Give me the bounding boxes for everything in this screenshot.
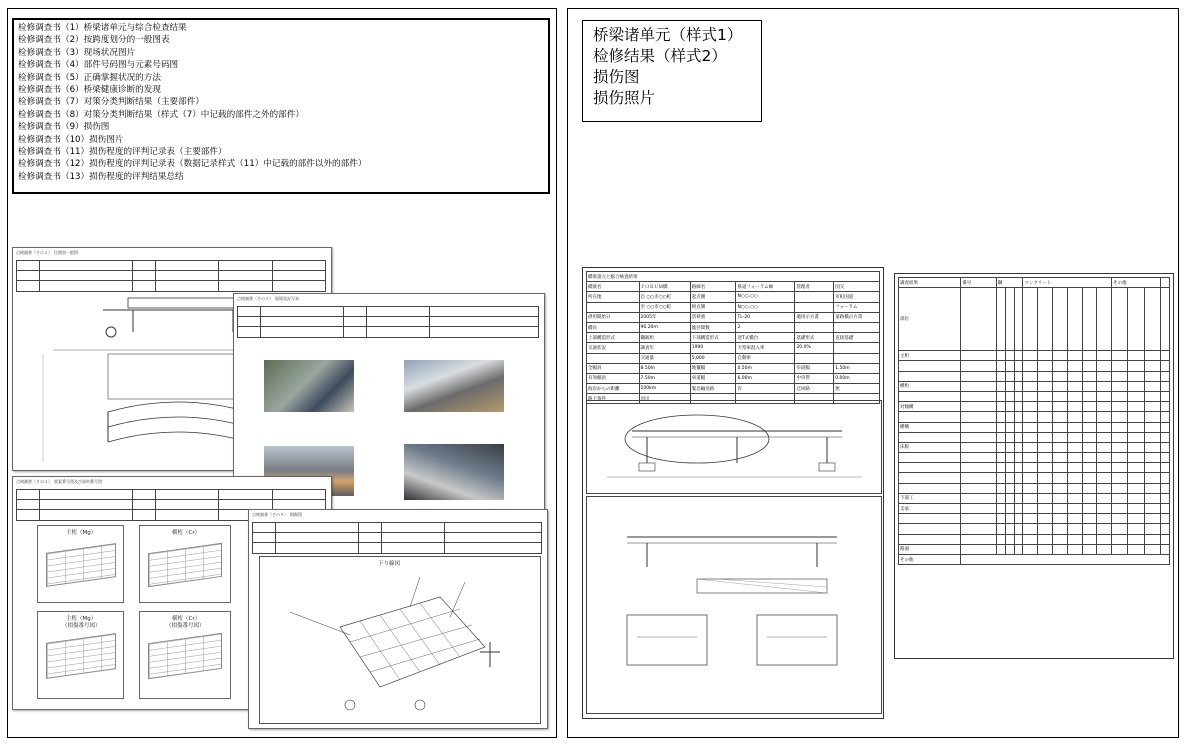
right-panel: [567, 8, 1179, 738]
table-cell: 歩道幅: [795, 363, 834, 373]
table-cell: 河川: [639, 394, 690, 404]
table-row: [587, 292, 880, 302]
site-photo: [404, 360, 504, 412]
table-row: [899, 432, 1170, 442]
table-cell: 番号: [961, 278, 997, 288]
table-cell: 道路橋示方書: [834, 312, 880, 322]
table-cell: [587, 353, 640, 363]
member-diagram-box: [37, 525, 124, 603]
table-cell: 逆T式橋台: [736, 333, 795, 343]
table-cell: 国交: [834, 282, 880, 292]
report-list-item: 检修调查书（11）损伤程度的评判记录表（主要部件）: [18, 147, 227, 158]
table-cell: [795, 302, 834, 312]
table-row: [899, 554, 1170, 564]
table-cell: 大型車混入率: [736, 343, 795, 353]
table-row: [899, 514, 1170, 524]
bridge-plan-frame: [586, 400, 882, 494]
table-cell: 全幅員: [587, 363, 640, 373]
damage-drawing-frame: [259, 556, 541, 724]
table-cell: 0.00m: [834, 373, 880, 383]
table-row: [587, 373, 880, 383]
site-photo: [264, 360, 354, 412]
style1-title: 橋梁諸元と総合検査結果: [587, 272, 880, 282]
style2-title: 調査結果: [899, 278, 961, 288]
damage-sketch: [260, 557, 540, 723]
table-cell: [834, 343, 880, 353]
report-list-item: 检修调查书（10）损伤图片: [18, 134, 124, 145]
table-row: [899, 361, 1170, 371]
table-cell: 交通状況: [587, 343, 640, 353]
table-cell: 直接基礎: [834, 333, 880, 343]
diagram-caption: 横桁（Cr）: [172, 616, 201, 622]
style-title-item: 损伤照片: [593, 89, 656, 107]
table-cell: 96.20m: [639, 322, 690, 332]
report-list-item: 检修调查书（8）对策分类判断结果（样式（7）中记载的部件之外的部件）: [18, 109, 304, 120]
table-cell: 支承: [899, 504, 961, 514]
sheet-damage-drawing: [248, 509, 548, 729]
table-cell: [834, 322, 880, 332]
report-list-item: 检修调查书（5）正确掌握状况的方法: [18, 72, 161, 83]
table-cell: 橋長: [587, 322, 640, 332]
table-cell: 8.50m: [639, 363, 690, 373]
table-cell: 橋梁名: [587, 282, 640, 292]
member-diagram-box: [139, 611, 231, 699]
table-row: [899, 463, 1170, 473]
table-row: [587, 363, 880, 373]
table-cell: 至 ○○市○○町: [639, 302, 690, 312]
style-title-item: 检修结果（样式2）: [593, 47, 727, 65]
table-cell: 横桁: [899, 381, 961, 391]
report-list-item: 检修调查书（13）损伤程度的评判结果总结: [18, 171, 184, 182]
report-list-item: 检修调查书（6）桥梁健康诊断的发现: [18, 85, 161, 96]
table-cell: 車道幅: [690, 373, 736, 383]
report-list-item: 检修调查书（4）部件号码图与元素号码图: [18, 60, 179, 71]
table-cell: 20.0%: [795, 343, 834, 353]
table-cell: 所在地: [587, 292, 640, 302]
table-cell: 1990: [690, 343, 736, 353]
table-cell: 県道フォーラム線: [736, 282, 795, 292]
diagram-note: （損傷番号図）: [62, 623, 101, 629]
sheet-title: 点検調書（その９） 損傷図: [252, 512, 302, 517]
bridge-plan-drawing: [587, 401, 881, 493]
table-cell: 床版: [899, 442, 961, 452]
table-row: [899, 391, 1170, 401]
sheet-style2: [894, 273, 1174, 659]
table-cell: 自 ○○市○○町: [639, 292, 690, 302]
table-cell: 調査年: [639, 343, 690, 353]
table-cell: 路面: [899, 544, 961, 554]
table-cell: 起点側: [690, 292, 736, 302]
table-row: [899, 442, 1170, 452]
table-cell: 部位: [899, 288, 961, 351]
table-row: [899, 544, 1170, 554]
table-cell: フォーラム: [834, 302, 880, 312]
table-row: [899, 524, 1170, 534]
table-row: [899, 493, 1170, 503]
table-cell: 海岸からの距離: [587, 384, 640, 394]
table-cell: 終点側: [690, 302, 736, 312]
table-row: [899, 473, 1170, 483]
table-row: [587, 322, 880, 332]
report-list-item: 检修调查书（1）桥梁诸单元与综合检查结果: [18, 23, 187, 33]
table-row: [899, 504, 1170, 514]
table-cell: 6.00m: [736, 373, 795, 383]
member-grid: [148, 543, 222, 587]
table-row: [587, 353, 880, 363]
sheet-style1: [582, 267, 884, 719]
table-cell: 上部構造形式: [587, 333, 640, 343]
table-cell: 100km: [639, 384, 690, 394]
table-cell: 主桁: [899, 351, 961, 361]
table-cell: ＦＯＲＵＭ橋: [639, 282, 690, 292]
member-grid: [148, 633, 222, 679]
table-row: [587, 312, 880, 322]
table-row: [899, 381, 1170, 391]
table-cell: 0.50m: [736, 363, 795, 373]
table-cell: コンクリート: [1023, 278, 1112, 288]
report-list-item: 检修调查书（3）现场状况图片: [18, 47, 136, 58]
table-cell: 2005年: [639, 312, 690, 322]
style2-table: [898, 277, 1170, 565]
table-row: [899, 371, 1170, 381]
member-diagram-box: [37, 611, 124, 699]
table-row: [899, 402, 1170, 412]
member-grid: [46, 543, 116, 587]
table-row: [587, 333, 880, 343]
table-cell: 鋼: [996, 278, 1023, 288]
diagram-note: （損傷番号図）: [166, 623, 205, 629]
table-cell: 7.50m: [639, 373, 690, 383]
style1-table: [586, 271, 880, 404]
table-cell: [795, 292, 834, 302]
bridge-section-drawing: [587, 497, 881, 713]
drawing-subtitle: 下り線図: [378, 561, 401, 567]
report-list-item: 检修调查书（2）按跨度划分的一般图表: [18, 35, 170, 46]
table-row: [587, 282, 880, 292]
site-photo: [404, 444, 504, 500]
table-row: [587, 384, 880, 394]
left-panel: [7, 8, 557, 738]
table-cell: 基礎形式: [795, 333, 834, 343]
table-cell: 交通量: [639, 353, 690, 363]
table-cell: N○○.○○: [736, 302, 795, 312]
table-cell: 中央帯: [795, 373, 834, 383]
table-cell: 1.50m: [834, 363, 880, 373]
table-cell: 適用示方書: [795, 312, 834, 322]
table-cell: 迂回路: [795, 384, 834, 394]
table-row: [899, 351, 1170, 361]
report-list-item: 检修调查书（7）对策分类判断结果（主要部件）: [18, 97, 204, 108]
table-cell: 2: [736, 322, 795, 332]
table-cell: 緊急輸送路: [690, 384, 736, 394]
table-row: [899, 483, 1170, 493]
member-grid: [46, 633, 116, 679]
table-cell: 下部構造形式: [690, 333, 736, 343]
table-cell: N○○.○○: [736, 292, 795, 302]
table-cell: 自動車: [736, 353, 795, 363]
table-cell: [795, 322, 834, 332]
table-cell: 管理者: [795, 282, 834, 292]
style-title-item: 桥梁诸单元（样式1）: [593, 26, 743, 44]
table-cell: 有効幅員: [587, 373, 640, 383]
table-row: [587, 343, 880, 353]
table-row: [899, 453, 1170, 463]
table-cell: [587, 302, 640, 312]
sheet-title: 点検調書（その２） 径間別一般図: [16, 250, 78, 255]
table-cell: 総径間数: [690, 322, 736, 332]
table-cell: 横構: [899, 422, 961, 432]
sheet-header-table: [237, 306, 539, 338]
table-row: [587, 302, 880, 312]
report-list-box: [12, 18, 550, 194]
table-row: [899, 534, 1170, 544]
table-cell: 地覆幅: [690, 363, 736, 373]
table-row: [899, 422, 1170, 432]
sheet-header-table: [252, 522, 542, 554]
sheet-title: 点検調書（その４） 要素番号図及び部材番号図: [16, 479, 102, 484]
table-cell: 有: [736, 384, 795, 394]
table-cell: 路線名: [690, 282, 736, 292]
table-cell: 路下条件: [587, 394, 640, 404]
table-cell: 5,000: [690, 353, 736, 363]
member-diagram-box: [139, 525, 231, 603]
sheet-title: 点検調書（その３） 現場状況写真: [237, 296, 299, 301]
table-cell: 活荷重: [690, 312, 736, 322]
diagram-caption: 主桁（Mg）: [66, 616, 97, 622]
report-list-item: 检修调查书（12）损伤程度的评判记录表（数据记录样式（11）中记载的部件以外的部件）: [18, 159, 367, 170]
table-cell: TL-20: [736, 312, 795, 322]
table-cell: 対傾構: [899, 402, 961, 412]
sheet-header-table: [16, 260, 326, 292]
table-cell: 無: [834, 384, 880, 394]
style-title-box: [582, 20, 762, 122]
report-list-item: 检修调查书（9）损伤图: [18, 122, 110, 133]
table-cell: 市町国道: [834, 292, 880, 302]
table-cell: [834, 353, 880, 363]
diagram-caption: 主桁（Mg）: [66, 530, 97, 536]
table-cell: その他: [899, 554, 961, 564]
diagram-caption: 横桁（Cr）: [172, 530, 201, 536]
table-cell: [795, 353, 834, 363]
style-title-item: 损伤图: [593, 68, 640, 86]
bridge-section-frame: [586, 496, 882, 714]
table-cell: その他: [1112, 278, 1161, 288]
table-cell: 鋼鈑桁: [639, 333, 690, 343]
table-cell: 供用開始日: [587, 312, 640, 322]
table-cell: 下部工: [899, 493, 961, 503]
table-row: [899, 412, 1170, 422]
